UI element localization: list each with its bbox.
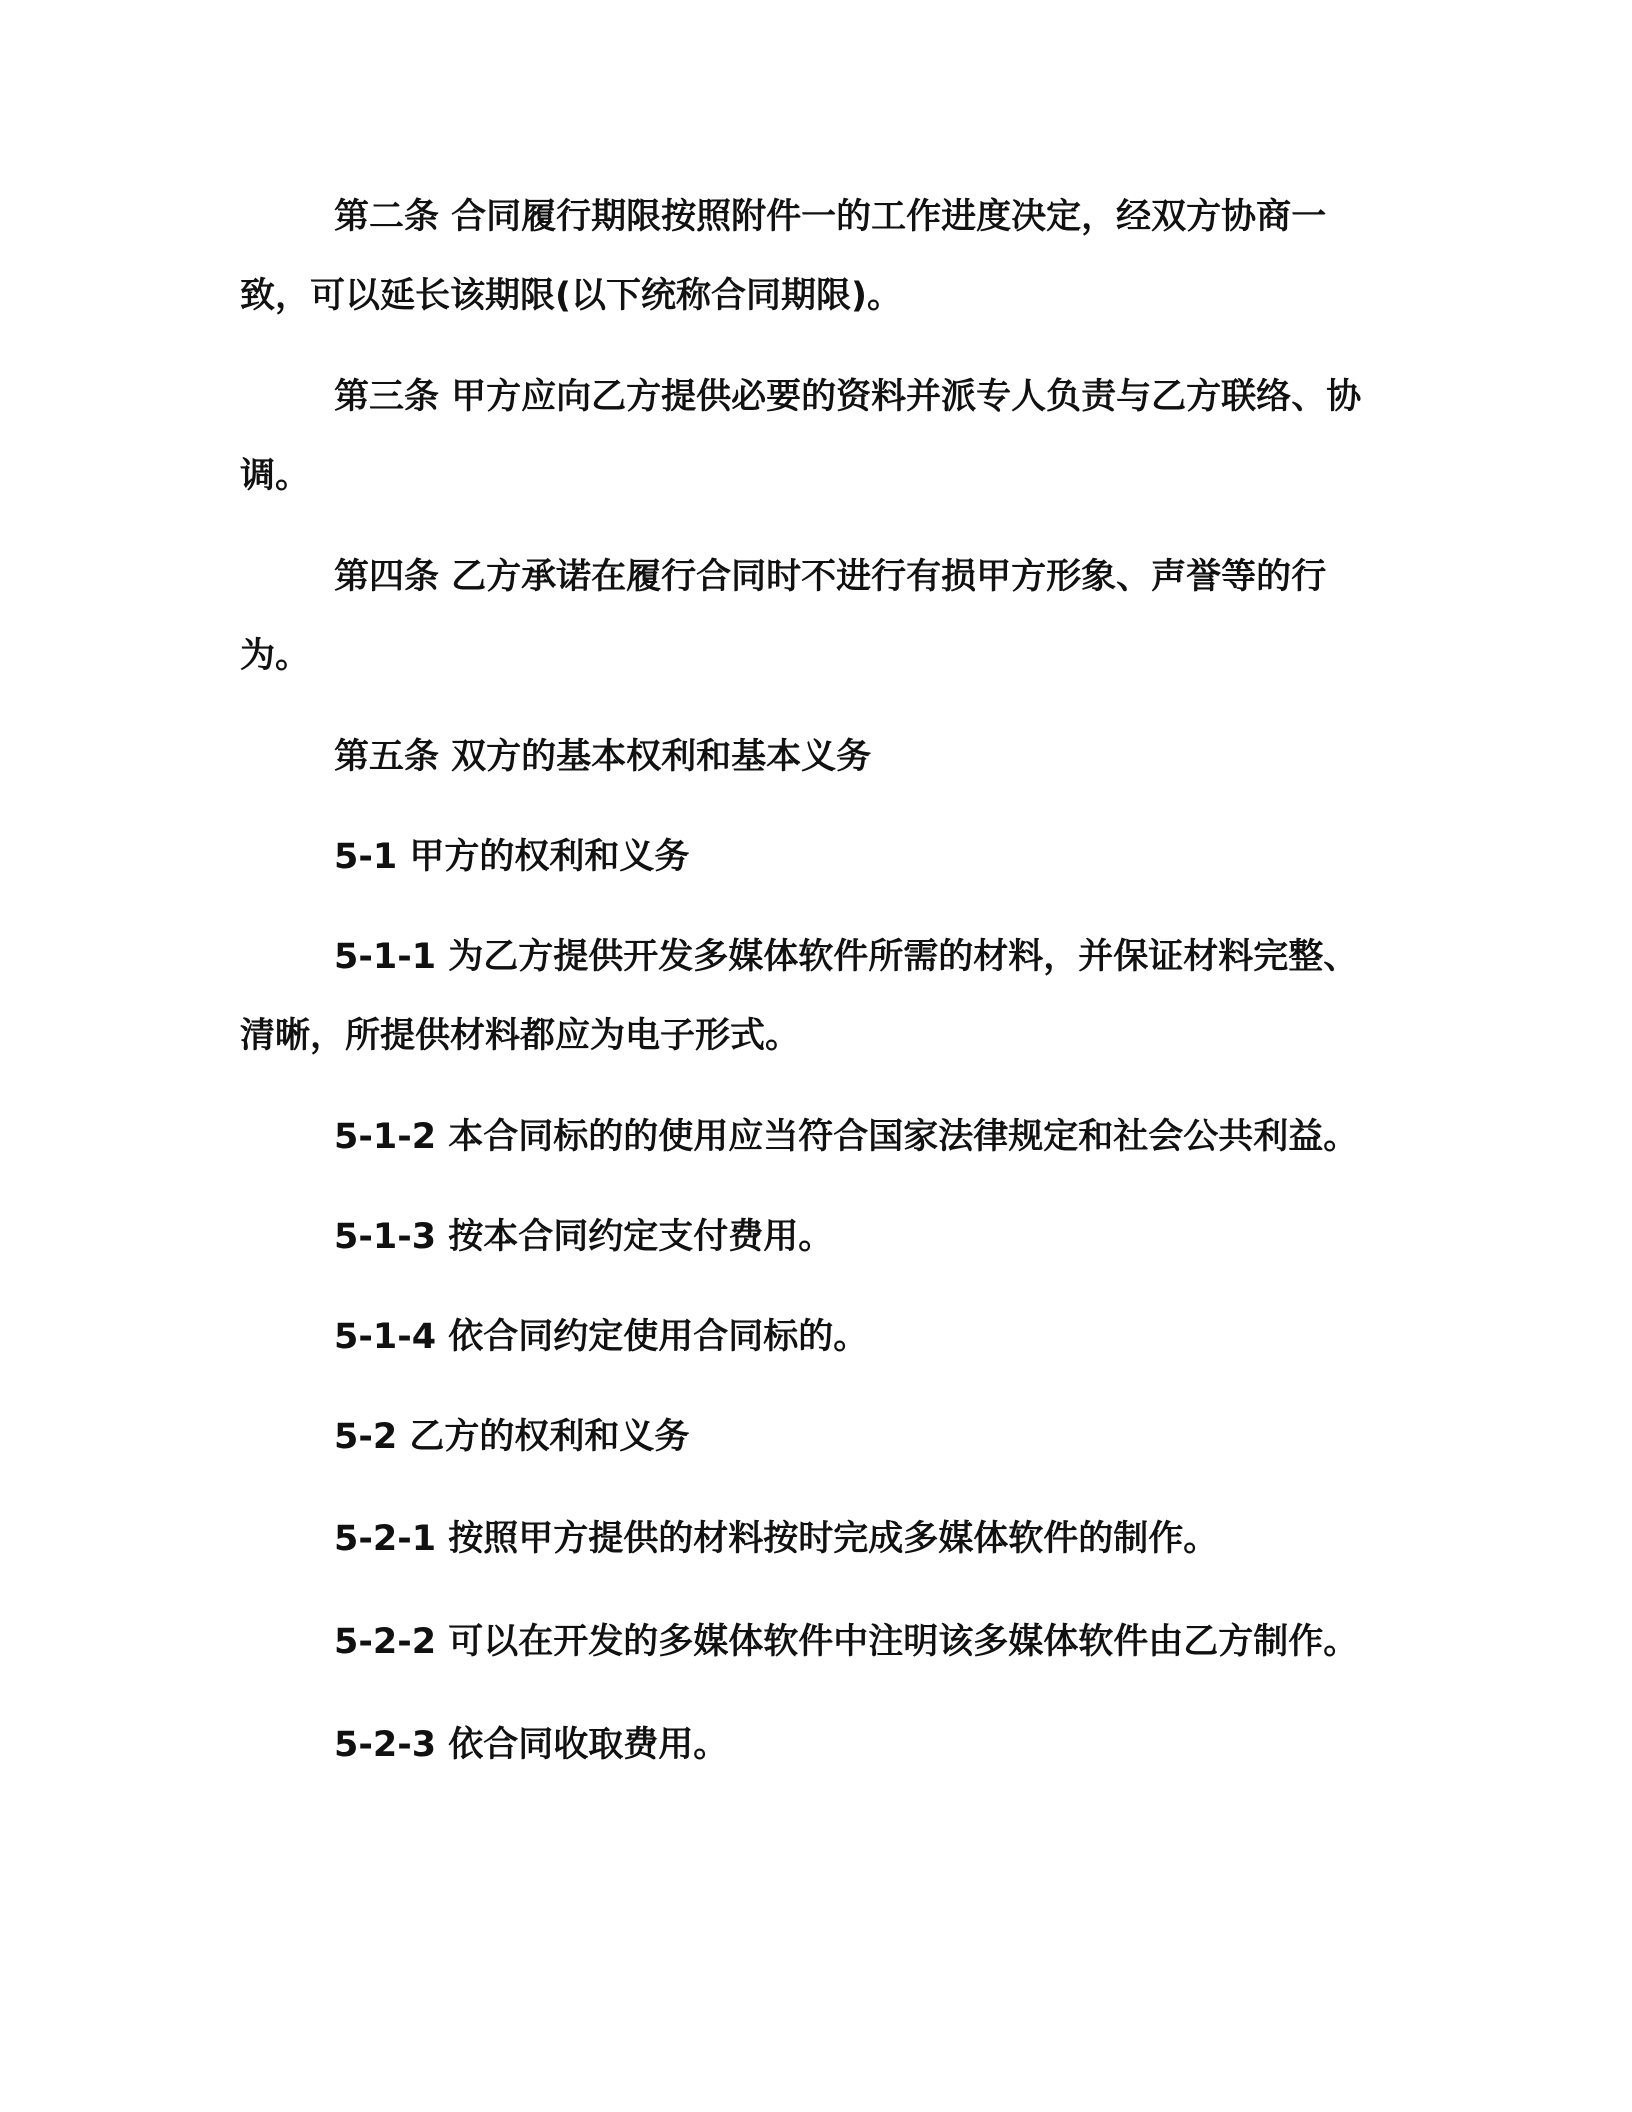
item-5-2-3: 5-2-3 依合同收取费用。 [334, 1725, 729, 1765]
item-5-1-3: 5-1-3 按本合同约定支付费用。 [334, 1217, 834, 1257]
clause-4: 第四条 乙方承诺在履行合同时不进行有损甲方形象、声誉等的行为。 [240, 557, 1327, 676]
section-5-1-heading: 5-1 甲方的权利和义务 [334, 837, 690, 877]
clause-2: 第二条 合同履行期限按照附件一的工作进度决定，经双方协商一致，可以延长该期限(以下统称合同期限)。 [240, 197, 1327, 316]
item-5-1-2: 5-1-2 本合同标的的使用应当符合国家法律规定和社会公共利益。 [334, 1117, 1359, 1157]
section-5-2-heading: 5-2 乙方的权利和义务 [334, 1417, 690, 1457]
clause-3: 第三条 甲方应向乙方提供必要的资料并派专人负责与乙方联络、协调。 [240, 377, 1362, 496]
item-5-2-1: 5-2-1 按照甲方提供的材料按时完成多媒体软件的制作。 [334, 1519, 1219, 1559]
item-5-2-2: 5-2-2 可以在开发的多媒体软件中注明该多媒体软件由乙方制作。 [334, 1622, 1359, 1662]
item-5-1-4: 5-1-4 依合同约定使用合同标的。 [334, 1317, 869, 1357]
clause-5-heading: 第五条 双方的基本权利和基本义务 [334, 737, 872, 777]
item-5-1-1: 5-1-1 为乙方提供开发多媒体软件所需的材料，并保证材料完整、清晰，所提供材料都应为电子形式。 [240, 937, 1359, 1056]
